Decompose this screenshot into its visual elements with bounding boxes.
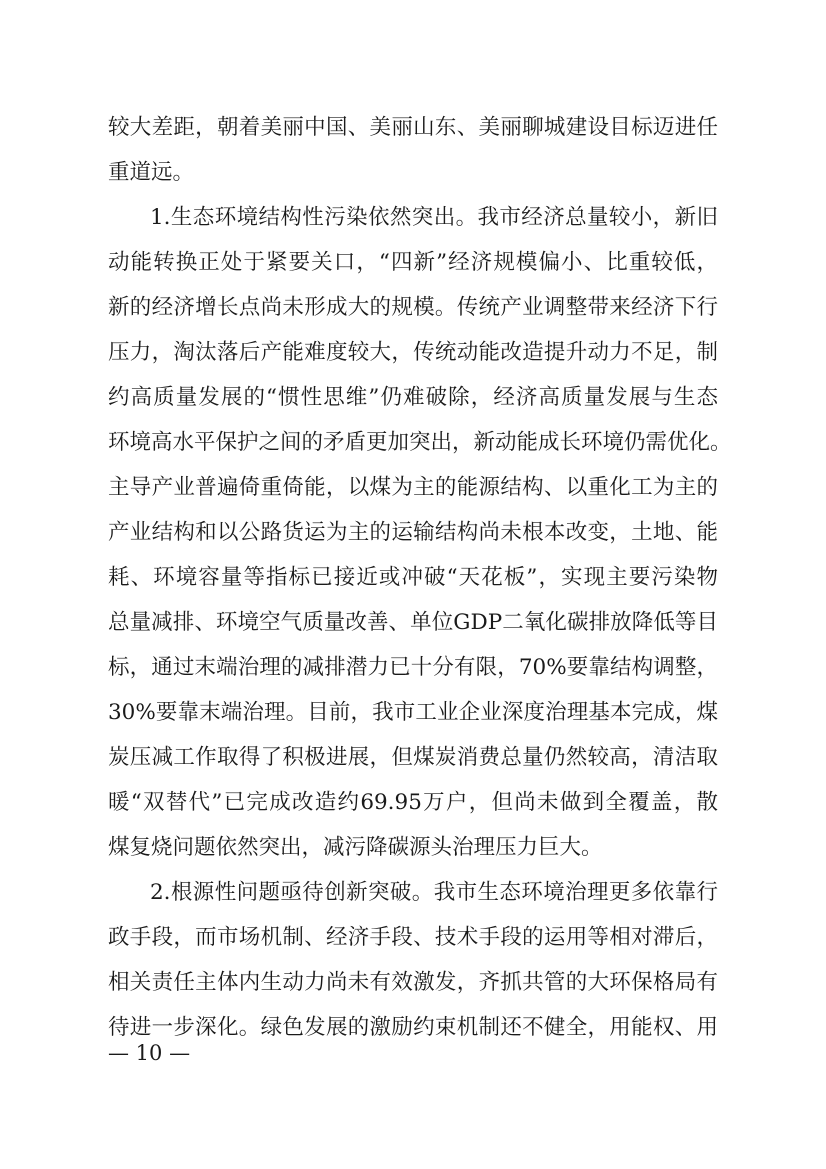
text-line: 煤复烧问题依然突出，减污降碳源头治理压力巨大。 [108, 835, 603, 860]
text-line: 较大差距，朝着美丽中国、美丽山东、美丽聊城建设目标迈进任 [108, 115, 718, 140]
text-line: 产业结构和以公路货运为主的运输结构尚未根本改变，土地、能 [108, 520, 718, 545]
text-line: 环境高水平保护之间的矛盾更加突出，新动能成长环境仍需优化。 [108, 430, 732, 455]
text-line: 动能转换正处于紧要关口，“四新”经济规模偏小、比重较低， [108, 250, 718, 275]
text-line: 重道远。 [108, 160, 195, 185]
text-line: 1.生态环境结构性污染依然突出。我市经济总量较小，新旧 [150, 205, 718, 230]
text-line: 2.根源性问题亟待创新突破。我市生态环境治理更多依靠行 [150, 880, 718, 905]
text-line: 30%要靠末端治理。目前，我市工业企业深度治理基本完成，煤 [108, 700, 718, 725]
text-line: 耗、环境容量等指标已接近或冲破“天花板”，实现主要污染物 [108, 565, 718, 590]
text-line: 政手段，而市场机制、经济手段、技术手段的运用等相对滞后， [108, 925, 718, 950]
text-line: 主导产业普遍倚重倚能，以煤为主的能源结构、以重化工为主的 [108, 475, 718, 500]
text-line: 总量减排、环境空气质量改善、单位GDP二氧化碳排放降低等目 [108, 610, 718, 635]
text-line: 标，通过末端治理的减排潜力已十分有限，70%要靠结构调整， [108, 655, 718, 680]
text-line: 约高质量发展的“惯性思维”仍难破除，经济高质量发展与生态 [108, 385, 718, 410]
text-line: 暖“双替代”已完成改造约69.95万户，但尚未做到全覆盖，散 [108, 790, 718, 815]
text-line: 炭压减工作取得了积极进展，但煤炭消费总量仍然较高，清洁取 [108, 745, 718, 770]
text-line: 新的经济增长点尚未形成大的规模。传统产业调整带来经济下行 [108, 295, 718, 320]
text-line: 压力，淘汰落后产能难度较大，传统动能改造提升动力不足，制 [108, 340, 718, 365]
text-line: 待进一步深化。绿色发展的激励约束机制还不健全，用能权、用 [108, 1015, 718, 1040]
text-line: 相关责任主体内生动力尚未有效激发，齐抓共管的大环保格局有 [108, 970, 718, 995]
page-number: — 10 — [108, 1041, 191, 1065]
